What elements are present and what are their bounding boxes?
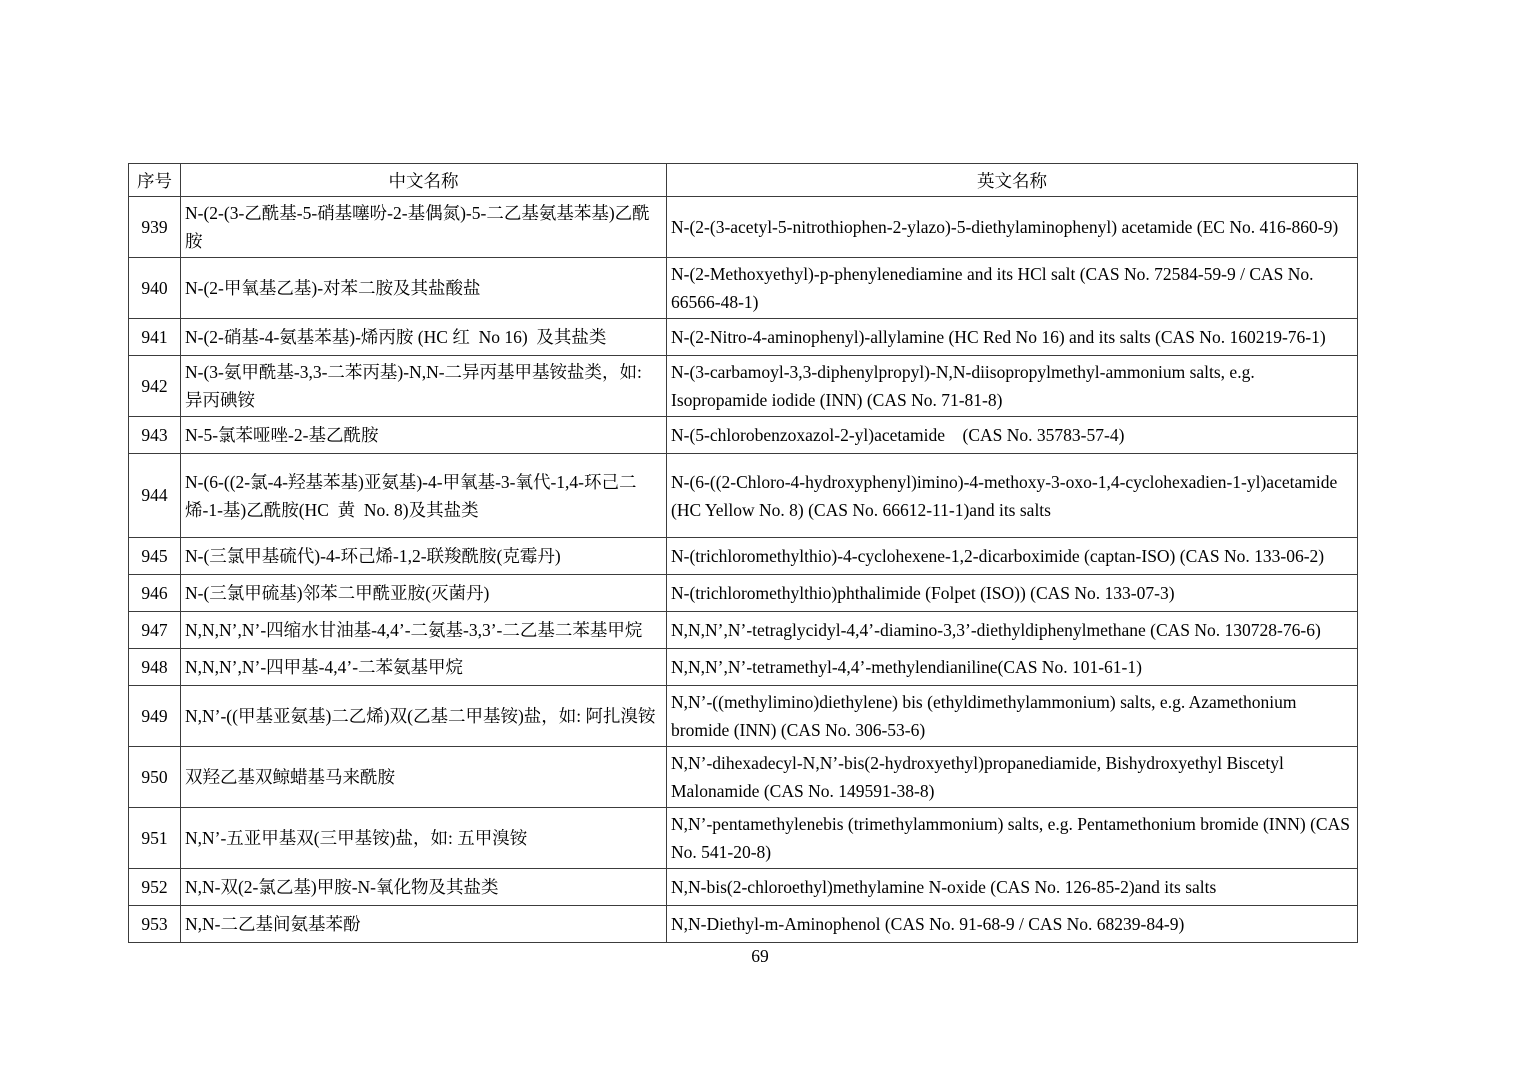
english-name: N,N,N’,N’-tetramethyl-4,4’-methylendianiline(CAS No. 101-61-1) <box>667 649 1358 686</box>
chinese-name: N,N’-五亚甲基双(三甲基铵)盐，如: 五甲溴铵 <box>181 808 667 869</box>
table-header-row <box>129 164 1358 197</box>
row-number: 949 <box>129 686 181 747</box>
chinese-name: N-(3-氨甲酰基-3,3-二苯丙基)-N,N-二异丙基甲基铵盐类，如: 异丙碘铵 <box>181 356 667 417</box>
table-row <box>129 906 1358 943</box>
english-name: N,N’-dihexadecyl-N,N’-bis(2-hydroxyethyl)propanediamide, Bishydroxyethyl Biscetyl Malonamide (CAS No. 149591-38-8) <box>667 747 1358 808</box>
chinese-name: N-(三氯甲基硫代)-4-环己烯-1,2-联羧酰胺(克霉丹) <box>181 538 667 575</box>
table-row <box>129 356 1358 417</box>
chinese-name: N-(2-(3-乙酰基-5-硝基噻吩-2-基偶氮)-5-二乙基氨基苯基)乙酰胺 <box>181 197 667 258</box>
table-row <box>129 808 1358 869</box>
chinese-name: N,N,N’,N’-四甲基-4,4’-二苯氨基甲烷 <box>181 649 667 686</box>
english-name: N-(2-Nitro-4-aminophenyl)-allylamine (HC Red No 16) and its salts (CAS No. 160219-76-1) <box>667 319 1358 356</box>
chinese-name: N,N-双(2-氯乙基)甲胺-N-氧化物及其盐类 <box>181 869 667 906</box>
header-serial-number: 序号 <box>129 164 181 197</box>
chinese-name: N,N,N’,N’-四缩水甘油基-4,4’-二氨基-3,3’-二乙基二苯基甲烷 <box>181 612 667 649</box>
row-number: 944 <box>129 454 181 538</box>
english-name: N-(trichloromethylthio)phthalimide (Folpet (ISO)) (CAS No. 133-07-3) <box>667 575 1358 612</box>
row-number: 952 <box>129 869 181 906</box>
english-name: N,N-bis(2-chloroethyl)methylamine N-oxide (CAS No. 126-85-2)and its salts <box>667 869 1358 906</box>
row-number: 946 <box>129 575 181 612</box>
row-number: 941 <box>129 319 181 356</box>
chinese-name: N,N-二乙基间氨基苯酚 <box>181 906 667 943</box>
table-row <box>129 319 1358 356</box>
row-number: 940 <box>129 258 181 319</box>
table-row <box>129 258 1358 319</box>
chinese-name: N-(2-甲氧基乙基)-对苯二胺及其盐酸盐 <box>181 258 667 319</box>
row-number: 939 <box>129 197 181 258</box>
table-row <box>129 686 1358 747</box>
chinese-name: N,N’-((甲基亚氨基)二乙烯)双(乙基二甲基铵)盐，如: 阿扎溴铵 <box>181 686 667 747</box>
table-row <box>129 538 1358 575</box>
substance-table <box>128 163 1358 943</box>
table-row <box>129 417 1358 454</box>
row-number: 942 <box>129 356 181 417</box>
chinese-name: N-5-氯苯哑唑-2-基乙酰胺 <box>181 417 667 454</box>
english-name: N,N,N’,N’-tetraglycidyl-4,4’-diamino-3,3’-diethyldiphenylmethane (CAS No. 130728-76-6) <box>667 612 1358 649</box>
english-name: N-(trichloromethylthio)-4-cyclohexene-1,2-dicarboximide (captan-ISO) (CAS No. 133-06-2) <box>667 538 1358 575</box>
header-chinese-name: 中文名称 <box>181 164 667 197</box>
english-name: N-(2-(3-acetyl-5-nitrothiophen-2-ylazo)-5-diethylaminophenyl) acetamide (EC No. 416-860-9) <box>667 197 1358 258</box>
row-number: 943 <box>129 417 181 454</box>
page-number: 69 <box>751 946 769 966</box>
table-row <box>129 575 1358 612</box>
table-row <box>129 649 1358 686</box>
english-name: N,N’-pentamethylenebis (trimethylammonium) salts, e.g. Pentamethonium bromide (INN) (CAS No. 541-20-8) <box>667 808 1358 869</box>
table-row <box>129 869 1358 906</box>
table-row <box>129 612 1358 649</box>
row-number: 945 <box>129 538 181 575</box>
row-number: 953 <box>129 906 181 943</box>
header-english-name: 英文名称 <box>667 164 1358 197</box>
english-name: N-(3-carbamoyl-3,3-diphenylpropyl)-N,N-diisopropylmethyl-ammonium salts, e.g. Isopropamide iodide (INN) (CAS No. 71-81-8) <box>667 356 1358 417</box>
english-name: N,N-Diethyl-m-Aminophenol (CAS No. 91-68-9 / CAS No. 68239-84-9) <box>667 906 1358 943</box>
row-number: 948 <box>129 649 181 686</box>
row-number: 950 <box>129 747 181 808</box>
table-row <box>129 747 1358 808</box>
table-row <box>129 197 1358 258</box>
english-name: N-(6-((2-Chloro-4-hydroxyphenyl)imino)-4-methoxy-3-oxo-1,4-cyclohexadien-1-yl)acetamide (HC Yellow No. 8) (CAS No. 66612-11-1)and its salts <box>667 454 1358 538</box>
english-name: N-(5-chlorobenzoxazol-2-yl)acetamide (CAS No. 35783-57-4) <box>667 417 1358 454</box>
row-number: 951 <box>129 808 181 869</box>
table-row <box>129 454 1358 538</box>
english-name: N,N’-((methylimino)diethylene) bis (ethyldimethylammonium) salts, e.g. Azamethonium bromide (INN) (CAS No. 306-53-6) <box>667 686 1358 747</box>
chinese-name: 双羟乙基双鲸蜡基马来酰胺 <box>181 747 667 808</box>
chinese-name: N-(6-((2-氯-4-羟基苯基)亚氨基)-4-甲氧基-3-氧代-1,4-环己二烯-1-基)乙酰胺(HC 黄 No. 8)及其盐类 <box>181 454 667 538</box>
chinese-name: N-(三氯甲硫基)邻苯二甲酰亚胺(灭菌丹) <box>181 575 667 612</box>
chinese-name: N-(2-硝基-4-氨基苯基)-烯丙胺 (HC 红 No 16) 及其盐类 <box>181 319 667 356</box>
row-number: 947 <box>129 612 181 649</box>
english-name: N-(2-Methoxyethyl)-p-phenylenediamine and its HCl salt (CAS No. 72584-59-9 / CAS No. 66566-48-1) <box>667 258 1358 319</box>
